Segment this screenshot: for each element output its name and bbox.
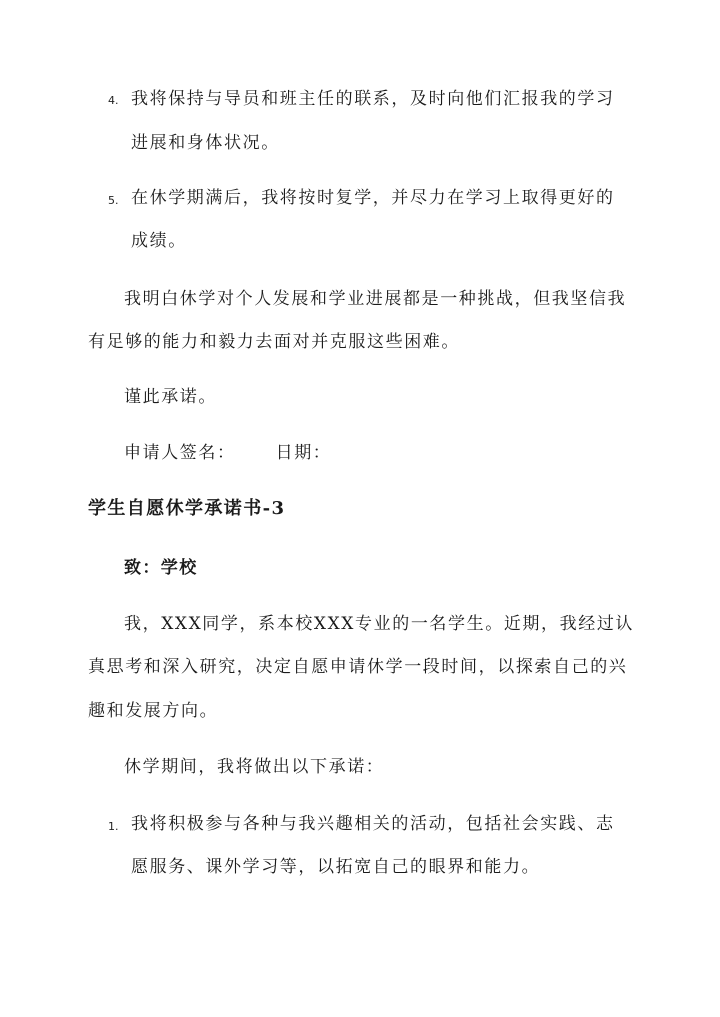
- list-item-text-continued: 成绩。: [131, 231, 187, 251]
- date-label: 日期：: [275, 443, 332, 463]
- paragraph-line: 我，XXX同学，系本校XXX专业的一名学生。近期，我经过认: [124, 614, 635, 634]
- list-number: 1.: [108, 820, 119, 833]
- applicant-signature-label: 申请人签名：: [124, 443, 236, 463]
- sincerely-text: 谨此承诺。: [124, 387, 217, 407]
- signature-line: [124, 445, 331, 462]
- list-number: 4.: [108, 94, 119, 107]
- list-item-text-continued: 愿服务、课外学习等，以拓宽自己的眼界和能力。: [131, 857, 541, 877]
- paragraph-line: 有足够的能力和毅力去面对并克服这些困难。: [88, 332, 460, 352]
- paragraph-line: 我明白休学对个人发展和学业进展都是一种挑战，但我坚信我: [124, 289, 627, 309]
- list-number: 5.: [108, 194, 119, 207]
- promise-intro: 休学期间，我将做出以下承诺：: [124, 757, 385, 777]
- list-item-text: 我将积极参与各种与我兴趣相关的活动，包括社会实践、志: [131, 814, 615, 834]
- list-item-text-continued: 进展和身体状况。: [131, 133, 280, 153]
- list-item-text: 我将保持与导员和班主任的联系，及时向他们汇报我的学习: [131, 89, 615, 109]
- section-title: 学生自愿休学承诺书-3: [88, 498, 286, 519]
- paragraph-line: 真思考和深入研究，决定自愿申请休学一段时间，以探索自己的兴: [88, 657, 628, 677]
- paragraph-line: 趣和发展方向。: [88, 701, 219, 721]
- salutation: 致：学校: [124, 558, 198, 578]
- list-item-text: 在休学期满后，我将按时复学，并尽力在学习上取得更好的: [131, 188, 615, 208]
